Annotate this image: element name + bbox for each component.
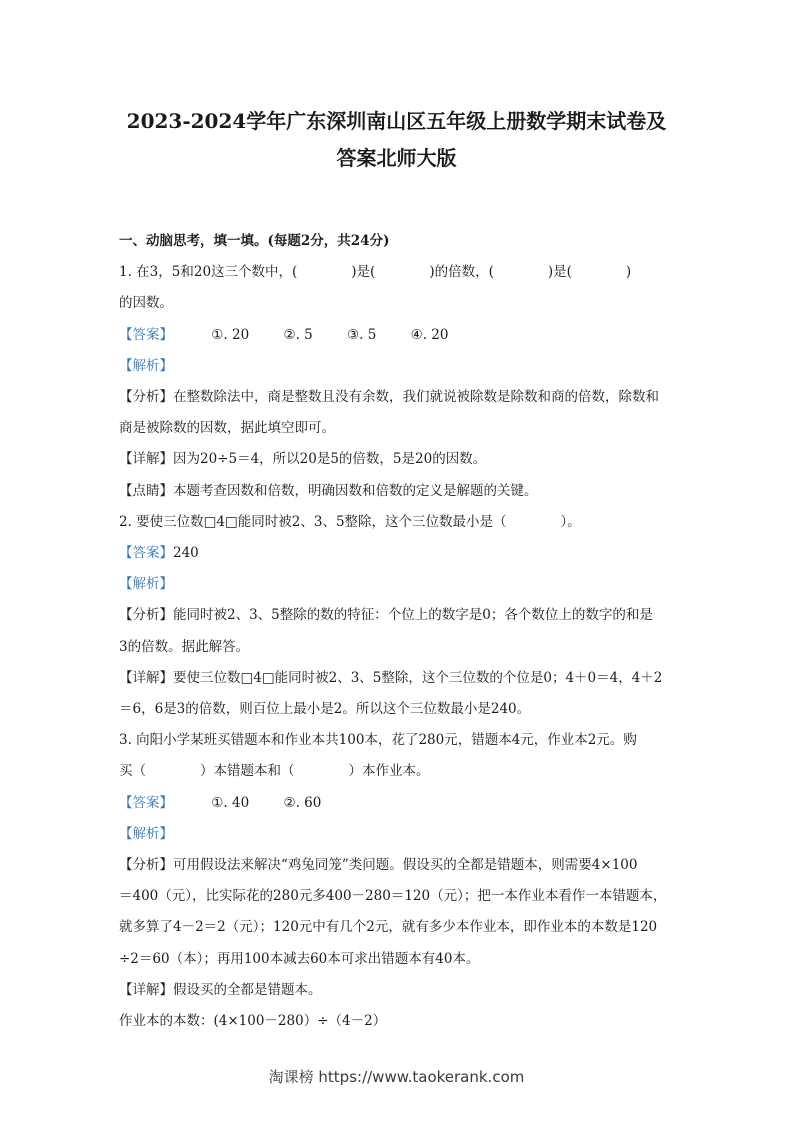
q3-xiangjie-line-2: 作业本的本数：(4×100－280）÷（4－2） [119, 1013, 387, 1030]
q3-answer-2: ②. 60 [283, 794, 322, 811]
q3-fenxi-line-2: ＝400（元），比实际花的280元多400－280＝120（元）；把一本作业本看作一本错题本， [119, 888, 667, 905]
q2-answer-row [119, 538, 675, 569]
q3-answer-row [119, 788, 675, 819]
q1-answer-4: ④. 20 [410, 326, 449, 343]
analysis-tag: 【解析】 [119, 357, 173, 374]
q3-answer-1: ①. 40 [211, 794, 250, 811]
q1-answer-1: ①. 20 [211, 326, 250, 343]
q2-answer: 240 [173, 545, 199, 562]
q2-fenxi-line-1: 【分析】能同时被2、3、5整除的数的特征：个位上的数字是0；各个数位上的数字的和是 [119, 607, 653, 624]
answer-tag: 【答案】 [119, 794, 173, 811]
q1-dianjing: 【点睛】本题考查因数和倍数，明确因数和倍数的定义是解题的关键。 [119, 482, 538, 499]
q1-answer-2: ②. 5 [283, 326, 313, 343]
q1-text-line-1: 1. 在3，5和20这三个数中，( )是( )的倍数，( )是( ) [119, 264, 632, 281]
footer-watermark: 淘课榜 https://www.taokerank.com [268, 1068, 525, 1086]
q3-fenxi-line-1: 【分析】可用假设法来解决“鸡兔同笼”类问题。假设买的全都是错题本，则需要4×100 [119, 857, 638, 874]
title-line-1: 2023-2024学年广东深圳南山区五年级上册数学期末试卷及 [126, 109, 667, 133]
q2-xiangjie-line-1: 【详解】要使三位数□4□能同时被2、3、5整除，这个三位数的个位是0；4＋0＝4，4＋2 [119, 669, 663, 686]
q1-answer-3: ③. 5 [347, 326, 377, 343]
analysis-tag: 【解析】 [119, 825, 173, 842]
q1-xiangjie: 【详解】因为20÷5＝4，所以20是5的倍数，5是20的因数。 [119, 451, 487, 468]
analysis-tag: 【解析】 [119, 576, 173, 593]
answer-tag: 【答案】 [119, 326, 173, 343]
q1-text-line-2: 的因数。 [119, 295, 173, 312]
q3-fenxi-line-3: 就多算了4－2＝2（元）；120元中有几个2元，就有多少本作业本，即作业本的本数是120 [119, 919, 658, 936]
document-title [100, 103, 693, 177]
q3-xiangjie-line-1: 【详解】假设买的全都是错题本。 [119, 981, 322, 998]
section-heading: 一、动脑思考，填一填。(每题2分，共24分) [119, 233, 390, 249]
answer-tag: 【答案】 [119, 545, 173, 562]
q1-fenxi-line-2: 商是被除数的因数，据此填空即可。 [119, 420, 335, 437]
q2-xiangjie-line-2: ＝6，6是3的倍数，则百位上最小是2。所以这个三位数最小是240。 [119, 701, 531, 718]
q1-fenxi-line-1: 【分析】在整数除法中，商是整数且没有余数，我们就说被除数是除数和商的倍数，除数和 [119, 389, 659, 406]
q2-text-line-1: 2. 要使三位数□4□能同时被2、3、5整除，这个三位数最小是（ ）。 [119, 513, 581, 530]
document-body [119, 226, 675, 1037]
q2-fenxi-line-2: 3的倍数。据此解答。 [119, 638, 250, 655]
q3-fenxi-line-4: ÷2＝60（本）；再用100本减去60本可求出错题本有40本。 [119, 950, 480, 967]
title-line-2: 答案北师大版 [336, 146, 457, 170]
q3-text-line-1: 3. 向阳小学某班买错题本和作业本共100本，花了280元，错题本4元，作业本2元。购 [119, 732, 637, 749]
q1-answer-row [119, 320, 675, 351]
q3-text-line-2: 买（ ）本错题本和（ ）本作业本。 [119, 763, 430, 780]
